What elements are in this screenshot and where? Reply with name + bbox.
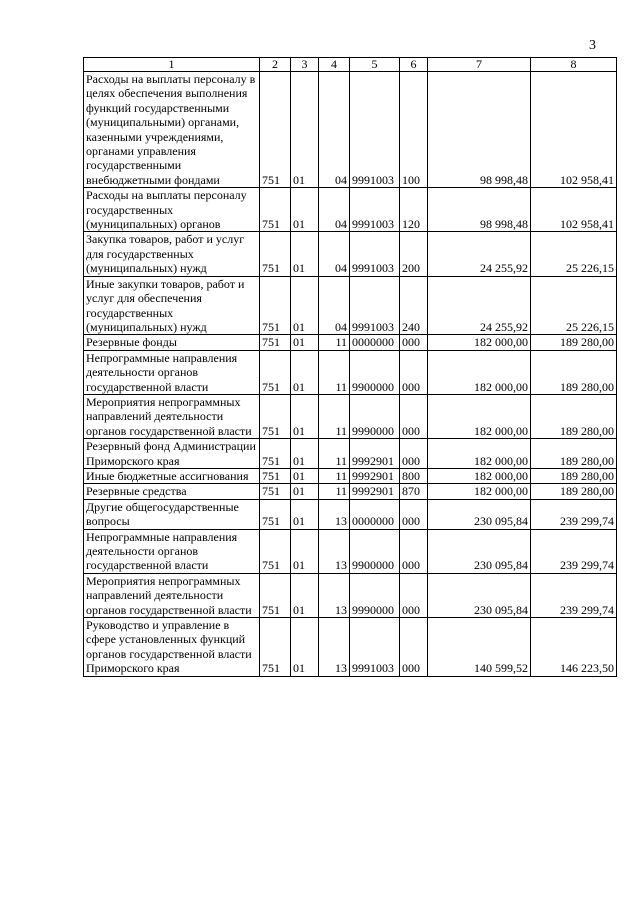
table-row [84, 394, 617, 438]
row-col6-cell: 120 [400, 188, 428, 232]
row-col4-cell: 04 [319, 276, 350, 335]
row-col5-cell: 9991003 [350, 618, 400, 677]
row-col2-cell: 751 [260, 468, 291, 483]
row-col8-cell: 102 958,41 [531, 72, 617, 188]
row-col8-cell: 102 958,41 [531, 188, 617, 232]
table-header-row [84, 58, 617, 72]
row-col3-cell: 01 [291, 232, 319, 276]
row-col2-cell: 751 [260, 529, 291, 573]
row-col6-cell: 000 [400, 394, 428, 438]
row-col2-cell: 751 [260, 232, 291, 276]
header-cell-7: 7 [428, 58, 531, 72]
row-name-cell: Иные бюджетные ассигнования [84, 468, 260, 483]
row-name-cell: Резервный фонд Администрации Приморского края [84, 439, 260, 469]
row-col3-cell: 01 [291, 188, 319, 232]
row-col7-cell: 230 095,84 [428, 573, 531, 617]
row-col3-cell: 01 [291, 484, 319, 499]
row-col5-cell: 9991003 [350, 188, 400, 232]
row-col7-cell: 182 000,00 [428, 350, 531, 394]
row-col7-cell: 230 095,84 [428, 529, 531, 573]
table-row [84, 335, 617, 350]
row-col8-cell: 189 280,00 [531, 335, 617, 350]
row-col7-cell: 230 095,84 [428, 499, 531, 529]
row-col5-cell: 9991003 [350, 232, 400, 276]
row-col4-cell: 04 [319, 72, 350, 188]
row-col4-cell: 13 [319, 618, 350, 677]
row-col7-cell: 182 000,00 [428, 335, 531, 350]
table-row [84, 188, 617, 232]
row-col2-cell: 751 [260, 573, 291, 617]
row-col3-cell: 01 [291, 573, 319, 617]
row-col6-cell: 000 [400, 350, 428, 394]
row-col8-cell: 25 226,15 [531, 276, 617, 335]
row-col5-cell: 0000000 [350, 335, 400, 350]
row-col6-cell: 000 [400, 335, 428, 350]
row-name-cell: Расходы на выплаты персоналу государственных (муниципальных) органов [84, 188, 260, 232]
header-cell-6: 6 [400, 58, 428, 72]
row-col8-cell: 25 226,15 [531, 232, 617, 276]
row-col6-cell: 000 [400, 529, 428, 573]
row-col7-cell: 24 255,92 [428, 232, 531, 276]
row-col8-cell: 189 280,00 [531, 468, 617, 483]
table-row [84, 499, 617, 529]
table-row [84, 468, 617, 483]
row-name-cell: Мероприятия непрограммных направлений деятельности органов государственной власти [84, 573, 260, 617]
row-col8-cell: 239 299,74 [531, 573, 617, 617]
row-col7-cell: 24 255,92 [428, 276, 531, 335]
row-col2-cell: 751 [260, 618, 291, 677]
row-name-cell: Непрограммные направления деятельности органов государственной власти [84, 350, 260, 394]
row-col2-cell: 751 [260, 499, 291, 529]
row-col5-cell: 9991003 [350, 276, 400, 335]
row-col8-cell: 189 280,00 [531, 484, 617, 499]
row-col6-cell: 000 [400, 499, 428, 529]
row-col4-cell: 11 [319, 468, 350, 483]
row-col7-cell: 182 000,00 [428, 439, 531, 469]
row-col5-cell: 9992901 [350, 484, 400, 499]
row-name-cell: Расходы на выплаты персоналу в целях обеспечения выполнения функций государственными (муниципальными) органами, казенными учреждениями, органами управления государственными внебюджетными фондами [84, 72, 260, 188]
table-row [84, 439, 617, 469]
row-col8-cell: 189 280,00 [531, 350, 617, 394]
row-name-cell: Резервные средства [84, 484, 260, 499]
row-col2-cell: 751 [260, 188, 291, 232]
row-col3-cell: 01 [291, 618, 319, 677]
row-col2-cell: 751 [260, 350, 291, 394]
row-col4-cell: 13 [319, 573, 350, 617]
row-col3-cell: 01 [291, 529, 319, 573]
table-row [84, 72, 617, 188]
row-col7-cell: 140 599,52 [428, 618, 531, 677]
row-col4-cell: 13 [319, 499, 350, 529]
row-col4-cell: 11 [319, 439, 350, 469]
row-col4-cell: 04 [319, 188, 350, 232]
row-col3-cell: 01 [291, 468, 319, 483]
row-name-cell: Непрограммные направления деятельности органов государственной власти [84, 529, 260, 573]
row-name-cell: Иные закупки товаров, работ и услуг для обеспечения государственных (муниципальных) нужд [84, 276, 260, 335]
row-col3-cell: 01 [291, 72, 319, 188]
row-col5-cell: 9991003 [350, 72, 400, 188]
row-col6-cell: 000 [400, 618, 428, 677]
row-col8-cell: 239 299,74 [531, 499, 617, 529]
row-col6-cell: 870 [400, 484, 428, 499]
row-col6-cell: 200 [400, 232, 428, 276]
row-col5-cell: 9990000 [350, 394, 400, 438]
row-name-cell: Руководство и управление в сфере установленных функций органов государственной власти Приморского края [84, 618, 260, 677]
header-cell-2: 2 [260, 58, 291, 72]
row-col5-cell: 0000000 [350, 499, 400, 529]
row-col8-cell: 146 223,50 [531, 618, 617, 677]
table-row [84, 484, 617, 499]
row-name-cell: Закупка товаров, работ и услуг для государственных (муниципальных) нужд [84, 232, 260, 276]
table-row [84, 618, 617, 677]
row-col3-cell: 01 [291, 350, 319, 394]
header-cell-1: 1 [84, 58, 260, 72]
row-name-cell: Мероприятия непрограммных направлений деятельности органов государственной власти [84, 394, 260, 438]
table-row [84, 350, 617, 394]
row-col2-cell: 751 [260, 335, 291, 350]
row-col4-cell: 11 [319, 350, 350, 394]
row-col3-cell: 01 [291, 276, 319, 335]
row-col8-cell: 239 299,74 [531, 529, 617, 573]
row-col4-cell: 11 [319, 335, 350, 350]
row-col3-cell: 01 [291, 499, 319, 529]
row-col7-cell: 182 000,00 [428, 484, 531, 499]
row-col3-cell: 01 [291, 335, 319, 350]
row-col5-cell: 9900000 [350, 350, 400, 394]
row-col2-cell: 751 [260, 394, 291, 438]
row-col4-cell: 04 [319, 232, 350, 276]
header-cell-4: 4 [319, 58, 350, 72]
page-number: 3 [589, 38, 596, 53]
row-col4-cell: 11 [319, 484, 350, 499]
header-cell-3: 3 [291, 58, 319, 72]
row-col3-cell: 01 [291, 439, 319, 469]
row-col8-cell: 189 280,00 [531, 439, 617, 469]
row-col5-cell: 9900000 [350, 529, 400, 573]
row-name-cell: Резервные фонды [84, 335, 260, 350]
row-col4-cell: 11 [319, 394, 350, 438]
row-col7-cell: 98 998,48 [428, 72, 531, 188]
row-col7-cell: 98 998,48 [428, 188, 531, 232]
row-col3-cell: 01 [291, 394, 319, 438]
table-row [84, 276, 617, 335]
row-name-cell: Другие общегосударственные вопросы [84, 499, 260, 529]
row-col6-cell: 000 [400, 573, 428, 617]
row-col7-cell: 182 000,00 [428, 394, 531, 438]
header-cell-5: 5 [350, 58, 400, 72]
row-col2-cell: 751 [260, 276, 291, 335]
row-col4-cell: 13 [319, 529, 350, 573]
row-col7-cell: 182 000,00 [428, 468, 531, 483]
table-row [84, 529, 617, 573]
row-col2-cell: 751 [260, 439, 291, 469]
row-col6-cell: 100 [400, 72, 428, 188]
row-col2-cell: 751 [260, 72, 291, 188]
row-col5-cell: 9992901 [350, 439, 400, 469]
row-col6-cell: 240 [400, 276, 428, 335]
budget-table [83, 57, 617, 677]
row-col8-cell: 189 280,00 [531, 394, 617, 438]
header-cell-8: 8 [531, 58, 617, 72]
row-col5-cell: 9992901 [350, 468, 400, 483]
row-col6-cell: 000 [400, 439, 428, 469]
row-col5-cell: 9990000 [350, 573, 400, 617]
table-row [84, 573, 617, 617]
table-row [84, 232, 617, 276]
row-col6-cell: 800 [400, 468, 428, 483]
row-col2-cell: 751 [260, 484, 291, 499]
